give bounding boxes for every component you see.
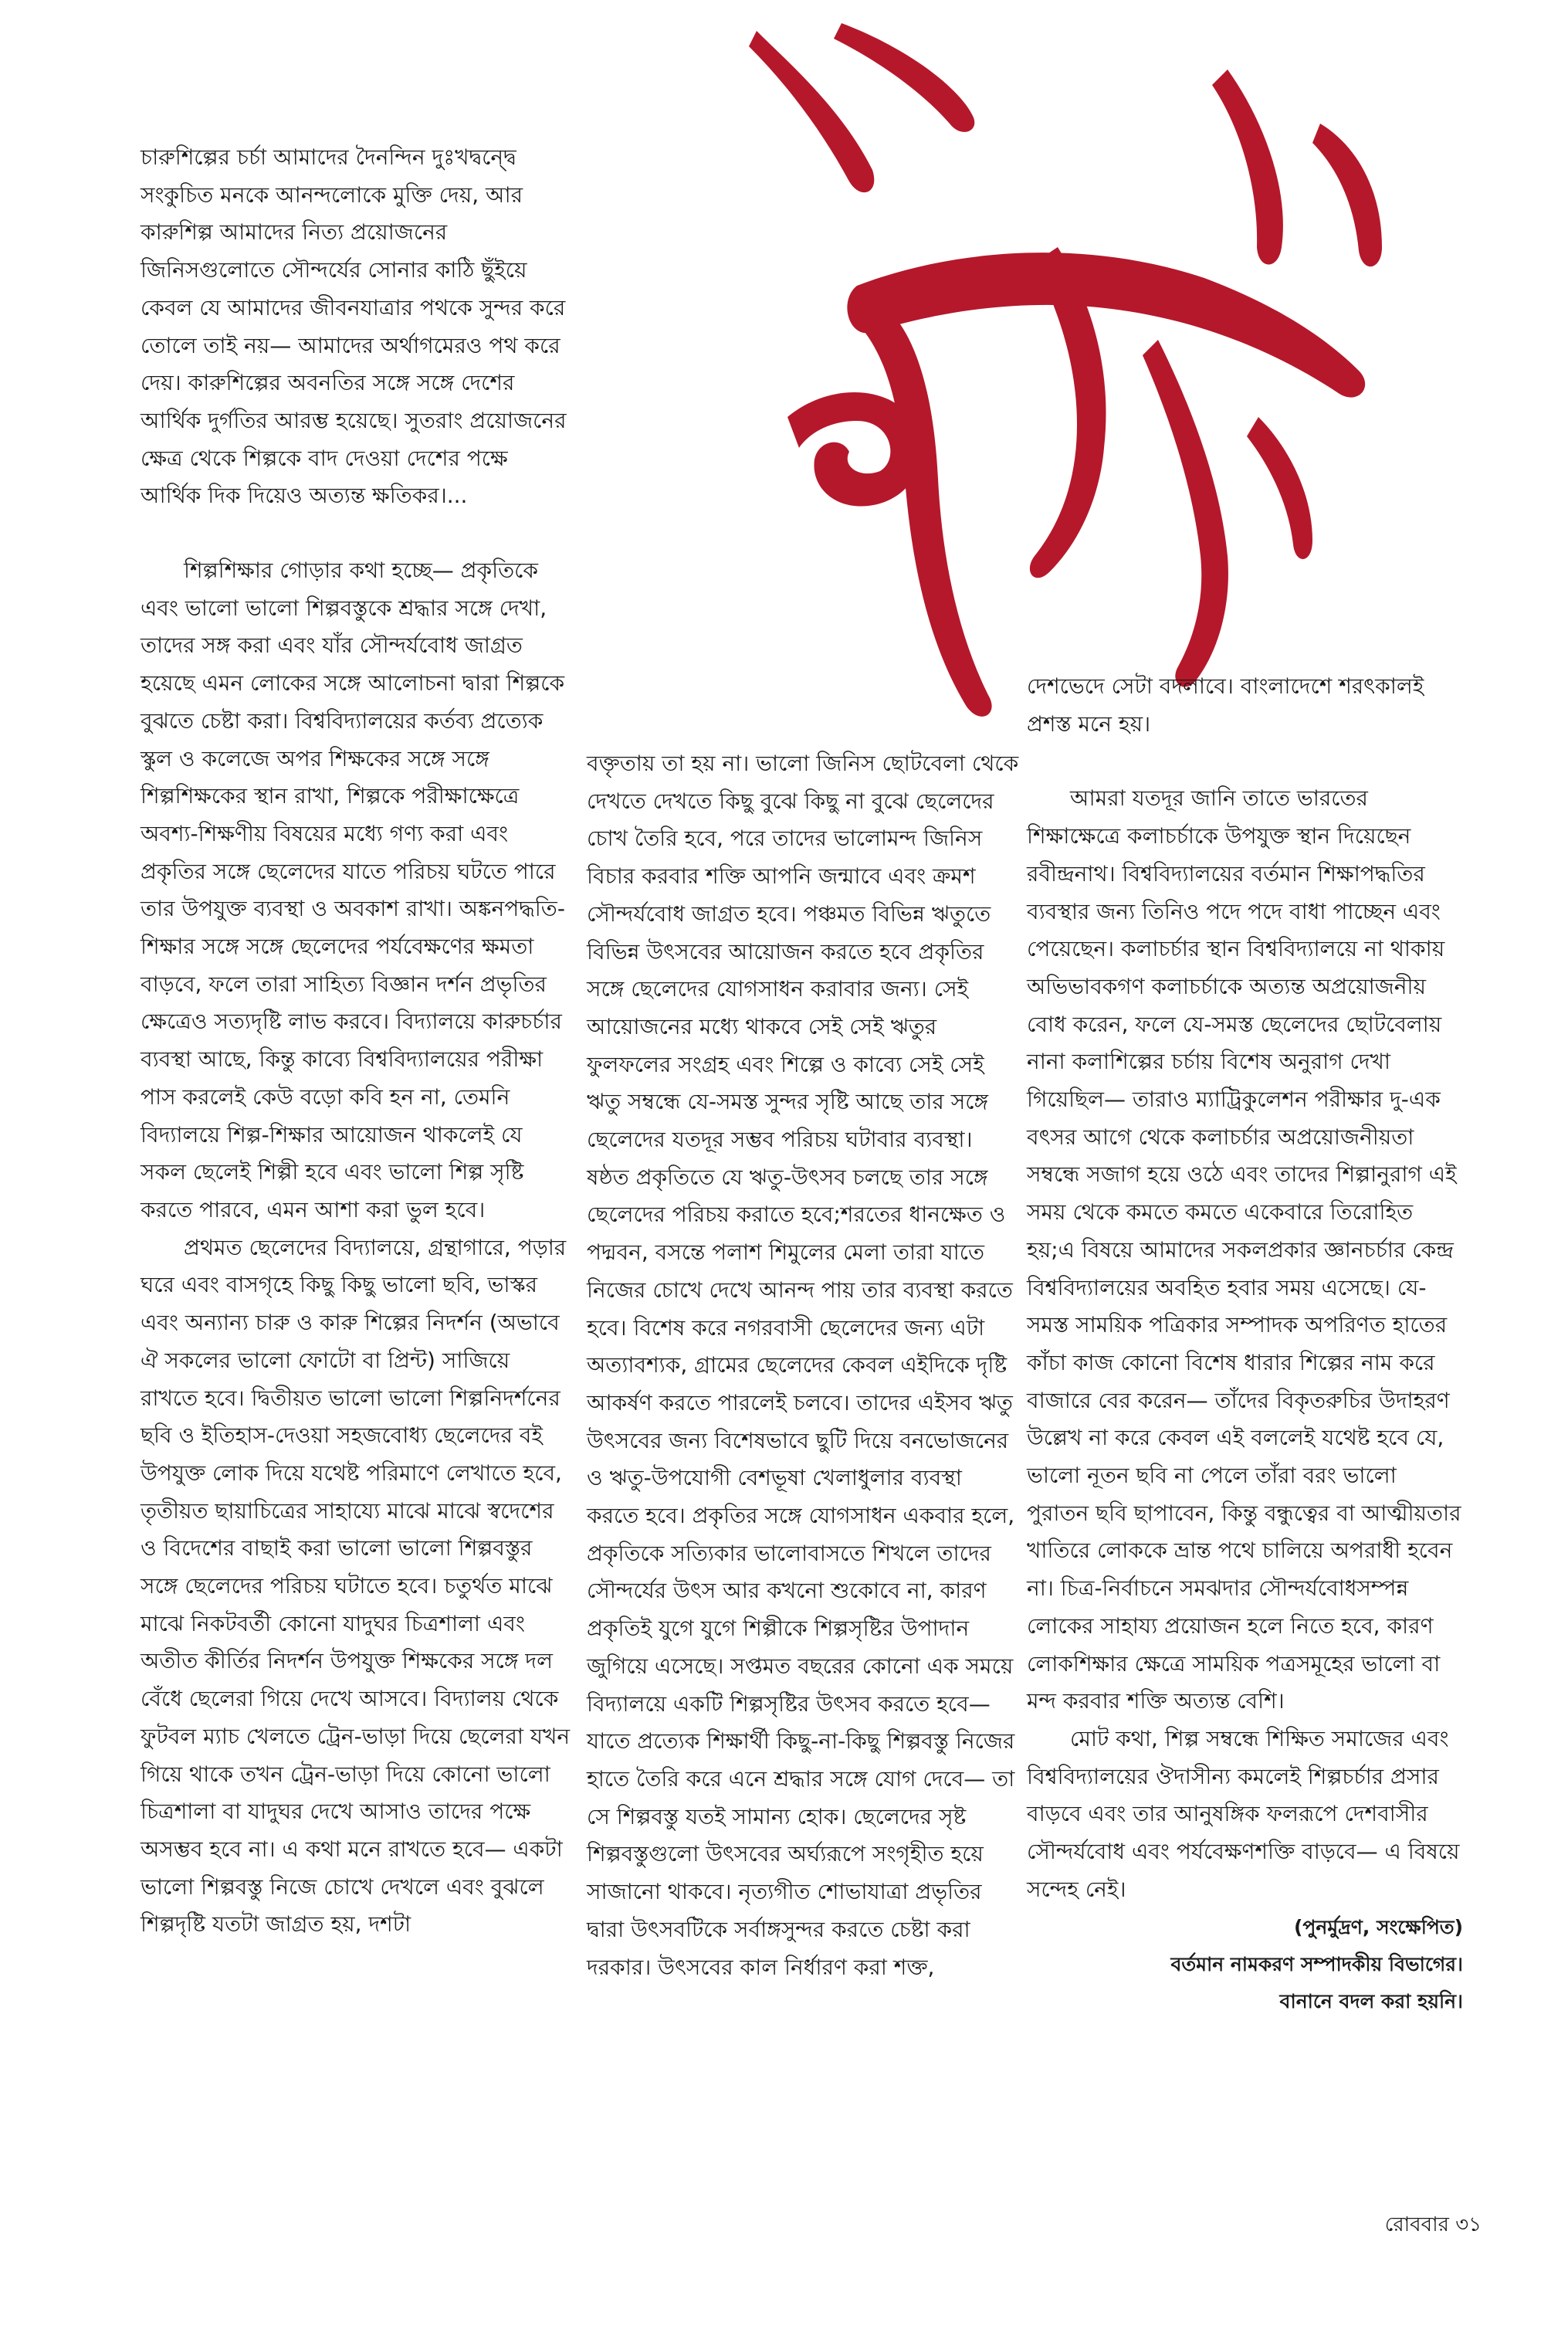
- paragraph: দেশভেদে সেটা বদলাবে। বাংলাদেশে শরৎকালই প্রশস্ত মনে হয়।: [1027, 673, 1424, 737]
- page-folio: রোববার ৩১: [1384, 2213, 1482, 2236]
- calligraphy-title-art: [726, 15, 1451, 726]
- credit-line: (পুনর্মুদ্রণ, সংক্ষেপিত): [1293, 1915, 1463, 1938]
- paragraph: প্রথমত ছেলেদের বিদ্যালয়ে, গ্রন্থাগারে, পড়ার ঘরে এবং বাসগৃহে কিছু কিছু ভালো ছবি, ভাস্কর এবং অন্যান্য চারু ও কারু শিল্পের নিদর্শন (অভাবে ঐ সকলের ভালো ফোটো বা প্রিন্ট) সাজিয়ে রাখতে হবে। দ্বিতীয়ত ভালো ভালো শিল্পনিদর্শনের ছবি ও ইতিহাস-দেওয়া সহজবোধ্য ছেলেদের বই উপযুক্ত লোক দিয়ে যথেষ্ট পরিমাণে লেখাতে হবে, তৃতীয়ত ছায়াচিত্রের সাহায্যে মাঝে মাঝে স্বদেশের ও বিদেশের বাছাই করা ভালো ভালো শিল্পবস্তুর সঙ্গে ছেলেদের পরিচয় ঘটাতে হবে। চতুর্থত মাঝে মাঝে নিকটবর্তী কোনো যাদুঘর চিত্রশালা এবং অতীত কীর্তির নিদর্শন উপযুক্ত শিক্ষকের সঙ্গে দল বেঁধে ছেলেরা গিয়ে দেখে আসবে। বিদ্যালয় থেকে ফুটবল ম্যাচ খেলতে ট্রেন-ভাড়া দিয়ে ছেলেরা যখন গিয়ে থাকে তখন ট্রেন-ভাড়া দিয়ে কোনো ভালো চিত্রশালা বা যাদুঘর দেখে আসাও তাদের পক্ষে অসম্ভব হবে না। এ কথা মনে রাখতে হবে— একটা ভালো শিল্পবস্তু নিজে চোখে দেখলে এবং বুঝলে শিল্পদৃষ্টি যতটা জাগ্রত হয়, দশটা: [141, 1234, 571, 1938]
- paragraph: মোট কথা, শিল্প সম্বন্ধে শিক্ষিত সমাজের এবং বিশ্ববিদ্যালয়ের ঔদাসীন্য কমলেই শিল্পচর্চার প্রসার বাড়বে এবং তার আনুষঙ্গিক ফলরূপে দেশবাসীর সৌন্দর্যবোধ এবং পর্যবেক্ষণশক্তি বাড়বে— এ বিষয়ে সন্দেহ নেই।: [1027, 1725, 1460, 1902]
- text-column-1: [141, 139, 573, 1944]
- credit-line: বর্তমান নামকরণ সম্পাদকীয় বিভাগের।: [1170, 1952, 1463, 1975]
- paragraph: শিল্পশিক্ষার গোড়ার কথা হচ্ছে— প্রকৃতিকে এবং ভালো ভালো শিল্পবস্তুকে শ্রদ্ধার সঙ্গে দেখা, তাদের সঙ্গ করা এবং যাঁর সৌন্দর্যবোধ জাগ্রত হয়েছে এমন লোকের সঙ্গে আলোচনা দ্বারা শিল্পকে বুঝতে চেষ্টা করা। বিশ্ববিদ্যালয়ের কর্তব্য প্রত্যেক স্কুল ও কলেজে অপর শিক্ষকের সঙ্গে সঙ্গে শিল্পশিক্ষকের স্থান রাখা, শিল্পকে পরীক্ষাক্ষেত্রে অবশ্য-শিক্ষণীয় বিষয়ের মধ্যে গণ্য করা এবং প্রকৃতির সঙ্গে ছেলেদের যাতে পরিচয় ঘটতে পারে তার উপযুক্ত ব্যবস্থা ও অবকাশ রাখা। অঙ্কনপদ্ধতি-শিক্ষার সঙ্গে সঙ্গে ছেলেদের পর্যবেক্ষণের ক্ষমতা বাড়বে, ফলে তারা সাহিত্য বিজ্ঞান দর্শন প্রভৃতির ক্ষেত্রেও সত্যদৃষ্টি লাভ করবে। বিদ্যালয়ে কারুচর্চার ব্যবস্থা আছে, কিন্তু কাব্যে বিশ্ববিদ্যালয়ের পরীক্ষা পাস করলেই কেউ বড়ো কবি হন না, তেমনি বিদ্যালয়ে শিল্প-শিক্ষার আয়োজন থাকলেই যে সকল ছেলেই শিল্পী হবে এবং ভালো শিল্প সৃষ্টি করতে পারবে, এমন আশা করা ভুল হবে।: [141, 558, 565, 1222]
- text-column-3: [1027, 668, 1463, 2020]
- paragraph: বক্তৃতায় তা হয় না। ভালো জিনিস ছোটবেলা থেকে দেখতে দেখতে কিছু বুঝে কিছু না বুঝে ছেলেদের চোখ তৈরি হবে, পরে তাদের ভালোমন্দ জিনিস বিচার করবার শক্তি আপনি জন্মাবে এবং ক্রমশ সৌন্দর্যবোধ জাগ্রত হবে। পঞ্চমত বিভিন্ন ঋতুতে বিভিন্ন উৎসবের আয়োজন করতে হবে প্রকৃতির সঙ্গে ছেলেদের যোগসাধন করাবার জন্য। সেই আয়োজনের মধ্যে থাকবে সেই সেই ঋতুর ফুলফলের সংগ্রহ এবং শিল্পে ও কাব্যে সেই সেই ঋতু সম্বন্ধে যে-সমস্ত সুন্দর সৃষ্টি আছে তার সঙ্গে ছেলেদের যতদূর সম্ভব পরিচয় ঘটাবার ব্যবস্থা। ষষ্ঠত প্রকৃতিতে যে ঋতু-উৎসব চলছে তার সঙ্গে ছেলেদের পরিচয় করাতে হবে;শরতের ধানক্ষেত ও পদ্মবন, বসন্তে পলাশ শিমুলের মেলা তারা যাতে নিজের চোখে দেখে আনন্দ পায় তার ব্যবস্থা করতে হবে। বিশেষ করে নগরবাসী ছেলেদের জন্য এটা অত্যাবশ্যক, গ্রামের ছেলেদের কেবল এইদিকে দৃষ্টি আকর্ষণ করতে পারলেই চলবে। তাদের এইসব ঋতু উৎসবের জন্য বিশেষভাবে ছুটি দিয়ে বনভোজনের ও ঋতু-উপযোগী বেশভূষা খেলাধুলার ব্যবস্থা করতে হবে। প্রকৃতির সঙ্গে যোগসাধন একবার হলে, প্রকৃতিকে সত্যিকার ভালোবাসতে শিখলে তাদের সৌন্দর্যের উৎস আর কখনো শুকোবে না, কারণ প্রকৃতিই যুগে যুগে শিল্পীকে শিল্পসৃষ্টির উপাদান জুগিয়ে এসেছে। সপ্তমত বছরের কোনো এক সময়ে বিদ্যালয়ে একটি শিল্পসৃষ্টির উৎসব করতে হবে— যাতে প্রত্যেক শিক্ষার্থী কিছু-না-কিছু শিল্পবস্তু নিজের হাতে তৈরি করে এনে শ্রদ্ধার সঙ্গে যোগ দেবে— তা সে শিল্পবস্তু যতই সামান্য হোক। ছেলেদের সৃষ্ট শিল্পবস্তুগুলো উৎসবের অর্ঘ্যরূপে সংগৃহীত হয়ে সাজানো থাকবে। নৃত্যগীত শোভাযাত্রা প্রভৃতির দ্বারা উৎসবটিকে সর্বাঙ্গসুন্দর করতে চেষ্টা করা দরকার। উৎসবের কাল নির্ধারণ করা শক্ত,: [587, 751, 1019, 1980]
- text-column-2: [587, 745, 1019, 1986]
- paragraph: চারুশিল্পের চর্চা আমাদের দৈনন্দিন দুঃখদ্বন্দ্বে সংকুচিত মনকে আনন্দলোকে মুক্তি দেয়, আর কারুশিল্প আমাদের নিত্য প্রয়োজনের জিনিসগুলোতে সৌন্দর্যের সোনার কাঠি ছুঁইয়ে কেবল যে আমাদের জীবনযাত্রার পথকে সুন্দর করে তোলে তাই নয়— আমাদের অর্থাগমেরও পথ করে দেয়। কারুশিল্পের অবনতির সঙ্গে সঙ্গে দেশের আর্থিক দুর্গতির আরম্ভ হয়েছে। সুতরাং প্রয়োজনের ক্ষেত্র থেকে শিল্পকে বাদ দেওয়া দেশের পক্ষে আর্থিক দিক দিয়েও অত্যন্ত ক্ষতিকর।...: [141, 144, 567, 509]
- paragraph: আমরা যতদূর জানি তাতে ভারতের শিক্ষাক্ষেত্রে কলাচর্চাকে উপযুক্ত স্থান দিয়েছেন রবীন্দ্রনাথ। বিশ্ববিদ্যালয়ের বর্তমান শিক্ষাপদ্ধতির ব্যবস্থার জন্য তিনিও পদে পদে বাধা পাচ্ছেন এবং পেয়েছেন। কলাচর্চার স্থান বিশ্ববিদ্যালয়ে না থাকায় অভিভাবকগণ কলাচর্চাকে অত্যন্ত অপ্রয়োজনীয় বোধ করেন, ফলে যে-সমস্ত ছেলেদের ছোটবেলায় নানা কলাশিল্পের চর্চায় বিশেষ অনুরাগ দেখা গিয়েছিল— তারাও ম্যাট্রিকুলেশন পরীক্ষার দু-এক বৎসর আগে থেকে কলাচর্চার অপ্রয়োজনীয়তা সম্বন্ধে সজাগ হয়ে ওঠে এবং তাদের শিল্পানুরাগ এই সময় থেকে কমতে কমতে একেবারে তিরোহিত হয়;এ বিষয়ে আমাদের সকলপ্রকার জ্ঞানচর্চার কেন্দ্র বিশ্ববিদ্যালয়ের অবহিত হবার সময় এসেছে। যে-সমস্ত সাময়িক পত্রিকার সম্পাদক অপরিণত হাতের কাঁচা কাজ কোনো বিশেষ ধারার শিল্পের নাম করে বাজারে বের করেন— তাঁদের বিকৃতরুচির উদাহরণ উল্লেখ না করে কেবল এই বললেই যথেষ্ট হবে যে, ভালো নূতন ছবি না পেলে তাঁরা বরং ভালো পুরাতন ছবি ছাপাবেন, কিন্তু বন্ধুত্বের বা আত্মীয়তার খাতিরে লোককে ভ্রান্ত পথে চালিয়ে অপরাধী হবেন না। চিত্র-নির্বাচনে সমঝদার সৌন্দর্যবোধসম্পন্ন লোকের সাহায্য প্রয়োজন হলে নিতে হবে, কারণ লোকশিক্ষার ক্ষেত্রে সাময়িক পত্রসমূহের ভালো বা মন্দ করবার শক্তি অত্যন্ত বেশি।: [1027, 785, 1461, 1714]
- credit-line: বানানে বদল করা হয়নি।: [1279, 1989, 1463, 2012]
